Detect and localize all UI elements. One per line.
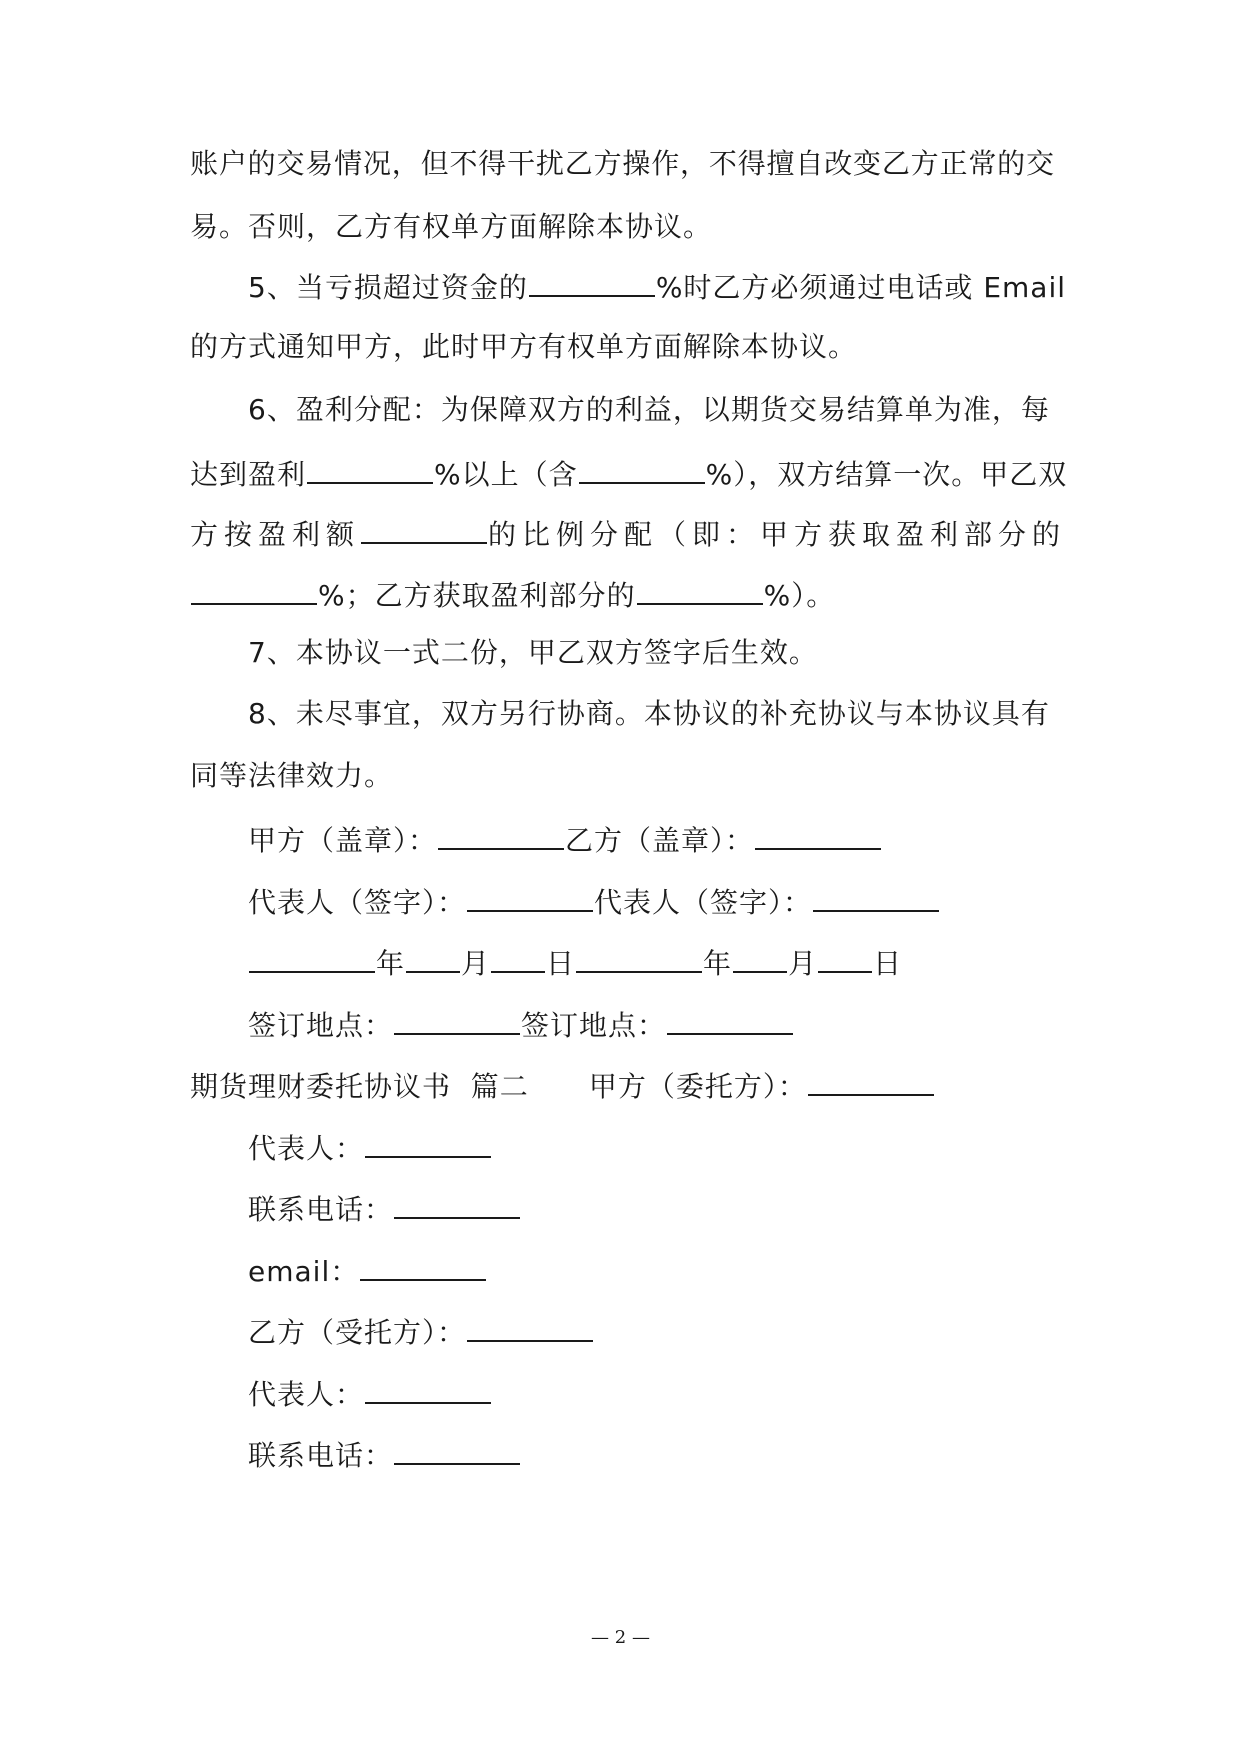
party-a-place-label: 签订地点： [248, 1009, 394, 1042]
part-two-party-b-row [248, 1310, 594, 1353]
month-label: 月 [788, 947, 818, 980]
clause-5-line-2 [190, 327, 857, 367]
party-b-seal-label: 乙方（盖章）： [565, 824, 755, 857]
rep-blank[interactable] [365, 1126, 491, 1158]
clause-4-line-2 [190, 207, 712, 247]
fill-blank-ratio[interactable] [361, 512, 487, 544]
text: 的方式通知甲方，此时甲方有权单方面解除本协议。 [190, 330, 858, 363]
email-label: email： [248, 1255, 360, 1288]
part-two-phone-b-row [248, 1433, 521, 1476]
party-a-rep-label: 代表人（签字）： [248, 886, 467, 919]
party-b-month-blank[interactable] [733, 941, 787, 973]
day-label: 日 [546, 947, 576, 980]
phone-b-blank[interactable] [394, 1433, 520, 1465]
text: %），双方结算一次。甲乙双 [705, 458, 1068, 491]
year-label: 年 [703, 947, 733, 980]
text: 5、当亏损超过资金的 [248, 271, 528, 304]
fill-blank-party-a-share[interactable] [191, 573, 317, 605]
fill-blank-loss-percent[interactable] [529, 265, 655, 297]
text: %；乙方获取盈利部分的 [318, 579, 636, 612]
part-two-rep-row [248, 1126, 492, 1169]
party-b-year-blank[interactable] [576, 941, 702, 973]
rep-label: 代表人： [248, 1132, 365, 1165]
clause-7 [248, 633, 818, 673]
day-label: 日 [873, 947, 903, 980]
party-a-place-blank[interactable] [394, 1003, 520, 1035]
part-two-email-row [248, 1249, 487, 1292]
text: 的比例分配（即：甲方获取盈利部分的 [488, 518, 1067, 551]
text: %时乙方必须通过电话或 Email [655, 271, 1067, 304]
party-b-rep-blank[interactable] [813, 880, 939, 912]
party-a-client-blank[interactable] [808, 1064, 934, 1096]
text: 易。否则，乙方有权单方面解除本协议。 [190, 210, 713, 243]
clause-6-line-4 [190, 573, 835, 616]
text: 8、未尽事宜，双方另行协商。本协议的补充协议与本协议具有 [248, 697, 1050, 730]
phone-label: 联系电话： [248, 1193, 394, 1226]
signature-seal-row [248, 818, 882, 861]
party-a-month-blank[interactable] [406, 941, 460, 973]
clause-4-line-1 [190, 144, 1054, 184]
fill-blank-profit-percent-inclusive[interactable] [579, 452, 705, 484]
party-b-trustee-label: 乙方（受托方）： [248, 1316, 467, 1349]
rep-b-blank[interactable] [365, 1372, 491, 1404]
email-blank[interactable] [360, 1249, 486, 1281]
part-two-heading-row [190, 1064, 935, 1107]
text: 7、本协议一式二份，甲乙双方签字后生效。 [248, 636, 818, 669]
month-label: 月 [461, 947, 491, 980]
text: 6、盈利分配：为保障双方的利益，以期货交易结算单为准，每 [248, 393, 1050, 426]
fill-blank-profit-percent[interactable] [307, 452, 433, 484]
fill-blank-party-b-share[interactable] [637, 573, 763, 605]
signature-date-row [248, 941, 902, 984]
section-heading: 期货理财委托协议书 篇二 [190, 1070, 529, 1103]
clause-6-line-2 [190, 452, 1067, 495]
clause-8-line-1 [248, 694, 1050, 734]
text: 账户的交易情况，但不得干扰乙方操作，不得擅自改变乙方正常的交 [190, 147, 1054, 180]
clause-5-line-1 [248, 265, 1066, 308]
clause-8-line-2 [190, 756, 393, 796]
party-a-client-label: 甲方（委托方）： [588, 1070, 807, 1103]
signature-place-row [248, 1003, 794, 1046]
party-a-year-blank[interactable] [249, 941, 375, 973]
phone-b-label: 联系电话： [248, 1439, 394, 1472]
year-label: 年 [376, 947, 406, 980]
clause-6-line-1 [248, 390, 1050, 430]
part-two-phone-row [248, 1187, 521, 1230]
signature-rep-row [248, 880, 940, 923]
party-b-seal-blank[interactable] [755, 818, 881, 850]
rep-b-label: 代表人： [248, 1378, 365, 1411]
text: 方按盈利额 [190, 518, 361, 551]
text: 达到盈利 [190, 458, 307, 491]
text: 同等法律效力。 [190, 759, 394, 792]
party-a-seal-label: 甲方（盖章）： [248, 824, 438, 857]
party-b-place-label: 签订地点： [521, 1009, 667, 1042]
party-b-trustee-blank[interactable] [467, 1310, 593, 1342]
text: %）。 [763, 579, 836, 612]
party-a-day-blank[interactable] [491, 941, 545, 973]
party-a-seal-blank[interactable] [438, 818, 564, 850]
part-two-rep-b-row [248, 1372, 492, 1415]
clause-6-line-3 [190, 512, 1066, 555]
party-b-day-blank[interactable] [818, 941, 872, 973]
party-b-place-blank[interactable] [667, 1003, 793, 1035]
text: %以上（含 [434, 458, 578, 491]
party-a-rep-blank[interactable] [467, 880, 593, 912]
page-number: — 2 — [591, 1627, 650, 1648]
phone-blank[interactable] [394, 1187, 520, 1219]
party-b-rep-label: 代表人（签字）： [594, 886, 813, 919]
